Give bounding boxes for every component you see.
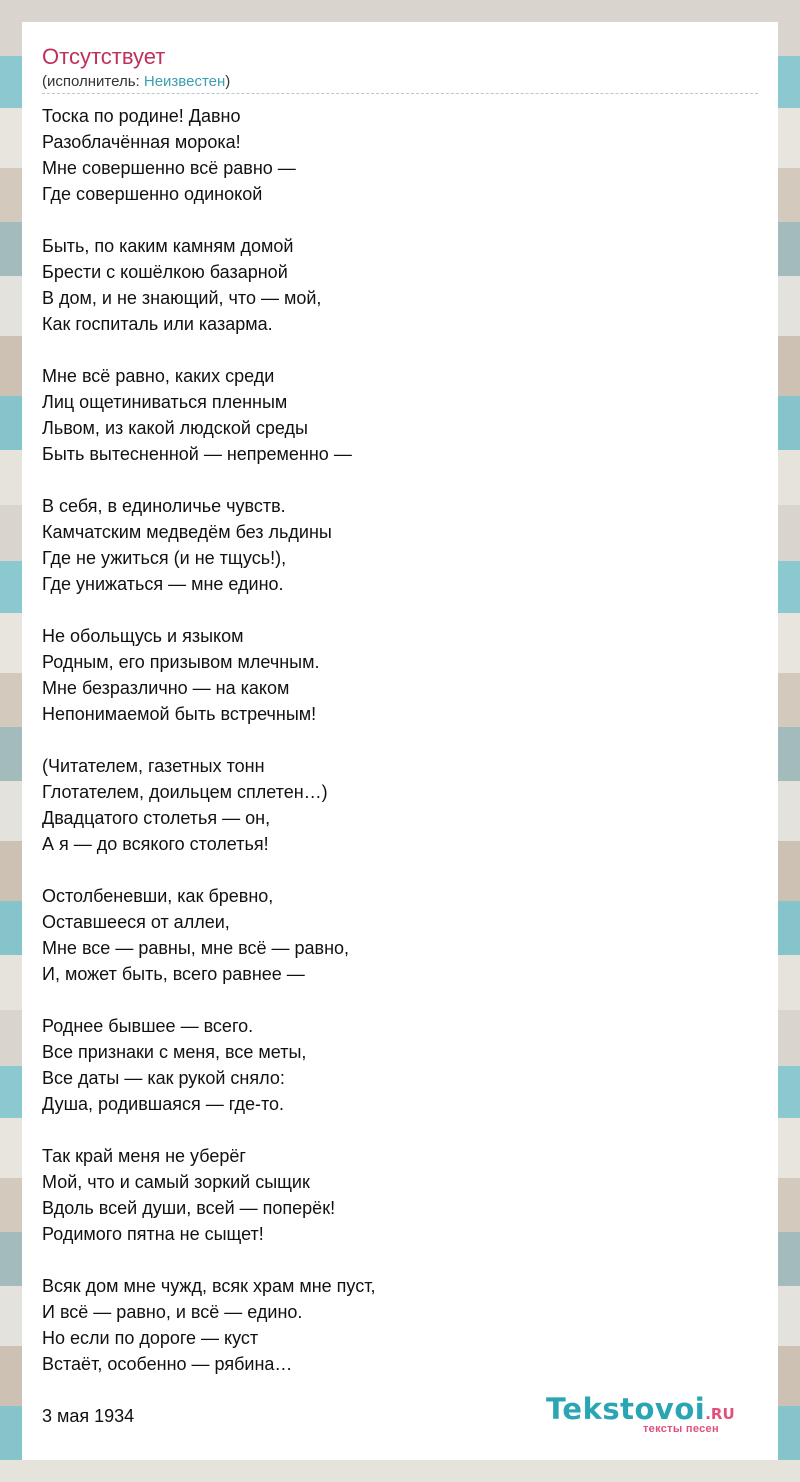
stanza: [42, 1273, 742, 1377]
lyric-line: А я — до всякого столетья!: [42, 834, 269, 854]
lyric-line: И, может быть, всего равнее —: [42, 964, 305, 984]
stanza: [42, 363, 742, 467]
lyric-line: Мне всё равно, каких среди: [42, 366, 275, 386]
lyric-line: Непонимаемой быть встречным!: [42, 704, 317, 724]
lyric-line: Родимого пятна не сыщет!: [42, 1224, 264, 1244]
lyric-line: В себя, в единоличье чувств.: [42, 496, 286, 516]
lyrics-text: [42, 103, 742, 1429]
lyric-line: Где совершенно одинокой: [42, 184, 263, 204]
lyric-line: Где не ужиться (и не тщусь!),: [42, 548, 287, 568]
lyric-line: Родным, его призывом млечным.: [42, 652, 320, 672]
artist-line: [42, 73, 230, 90]
lyric-line: Мой, что и самый зоркий сыщик: [42, 1172, 310, 1192]
lyric-line: Мне безразлично — на каком: [42, 678, 290, 698]
lyric-line: Остолбеневши, как бревно,: [42, 886, 274, 906]
lyric-line: Быть, по каким камням домой: [42, 236, 294, 256]
logo-tld: .RU: [705, 1405, 735, 1423]
stanza: [42, 623, 742, 727]
site-logo[interactable]: [546, 1393, 756, 1441]
lyric-line: Камчатским медведём без льдины: [42, 522, 332, 542]
stanza: [42, 753, 742, 857]
lyric-line: Все даты — как рукой сняло:: [42, 1068, 285, 1088]
lyric-line: Всяк дом мне чужд, всяк храм мне пуст,: [42, 1276, 376, 1296]
artist-prefix: (исполнитель:: [42, 73, 144, 90]
stanza-list: [42, 103, 742, 1377]
poem-date: 3 мая 1934: [42, 1406, 135, 1426]
lyric-line: Вдоль всей души, всей — поперёк!: [42, 1198, 336, 1218]
lyric-line: И всё — равно, и всё — едино.: [42, 1302, 303, 1322]
lyric-line: Львом, из какой людской среды: [42, 418, 308, 438]
lyric-line: Где унижаться — мне едино.: [42, 574, 284, 594]
lyric-line: В дом, и не знающий, что — мой,: [42, 288, 322, 308]
logo-tagline: тексты песен: [643, 1423, 719, 1435]
stanza: [42, 233, 742, 337]
stanza: [42, 883, 742, 987]
lyric-line: Встаёт, особенно — рябина…: [42, 1354, 293, 1374]
song-title: Отсутствует: [42, 44, 166, 69]
stanza: [42, 493, 742, 597]
lyric-line: Брести с кошёлкою базарной: [42, 262, 288, 282]
lyric-line: Так край меня не уберёг: [42, 1146, 246, 1166]
lyric-line: Все признаки с меня, все меты,: [42, 1042, 307, 1062]
stanza: [42, 1143, 742, 1247]
lyric-line: Мне совершенно всё равно —: [42, 158, 296, 178]
lyric-line: Глотателем, доильцем сплетен…): [42, 782, 328, 802]
artist-link[interactable]: Неизвестен: [143, 73, 226, 90]
title-divider: [42, 93, 758, 94]
lyric-line: Мне все — равны, мне всё — равно,: [42, 938, 350, 958]
lyric-line: (Читателем, газетных тонн: [42, 756, 265, 776]
lyric-line: Быть вытесненной — непременно —: [42, 444, 352, 464]
lyric-line: Двадцатого столетья — он,: [42, 808, 271, 828]
lyric-line: Роднее бывшее — всего.: [42, 1016, 254, 1036]
lyric-line: Не обольщусь и языком: [42, 626, 244, 646]
lyric-line: Но если по дороге — куст: [42, 1328, 259, 1348]
stanza: [42, 1013, 742, 1117]
lyric-line: Разоблачённая морока!: [42, 132, 241, 152]
lyrics-card: [22, 22, 778, 1460]
lyric-line: Тоска по родине! Давно: [42, 106, 241, 126]
lyric-line: Лиц ощетиниваться пленным: [42, 392, 288, 412]
logo-name: Tekstovoi: [546, 1392, 706, 1426]
artist-suffix: ): [225, 73, 231, 90]
stanza: [42, 103, 742, 207]
lyric-line: Как госпиталь или казарма.: [42, 314, 273, 334]
lyric-line: Оставшееся от аллеи,: [42, 912, 230, 932]
lyric-line: Душа, родившаяся — где-то.: [42, 1094, 285, 1114]
